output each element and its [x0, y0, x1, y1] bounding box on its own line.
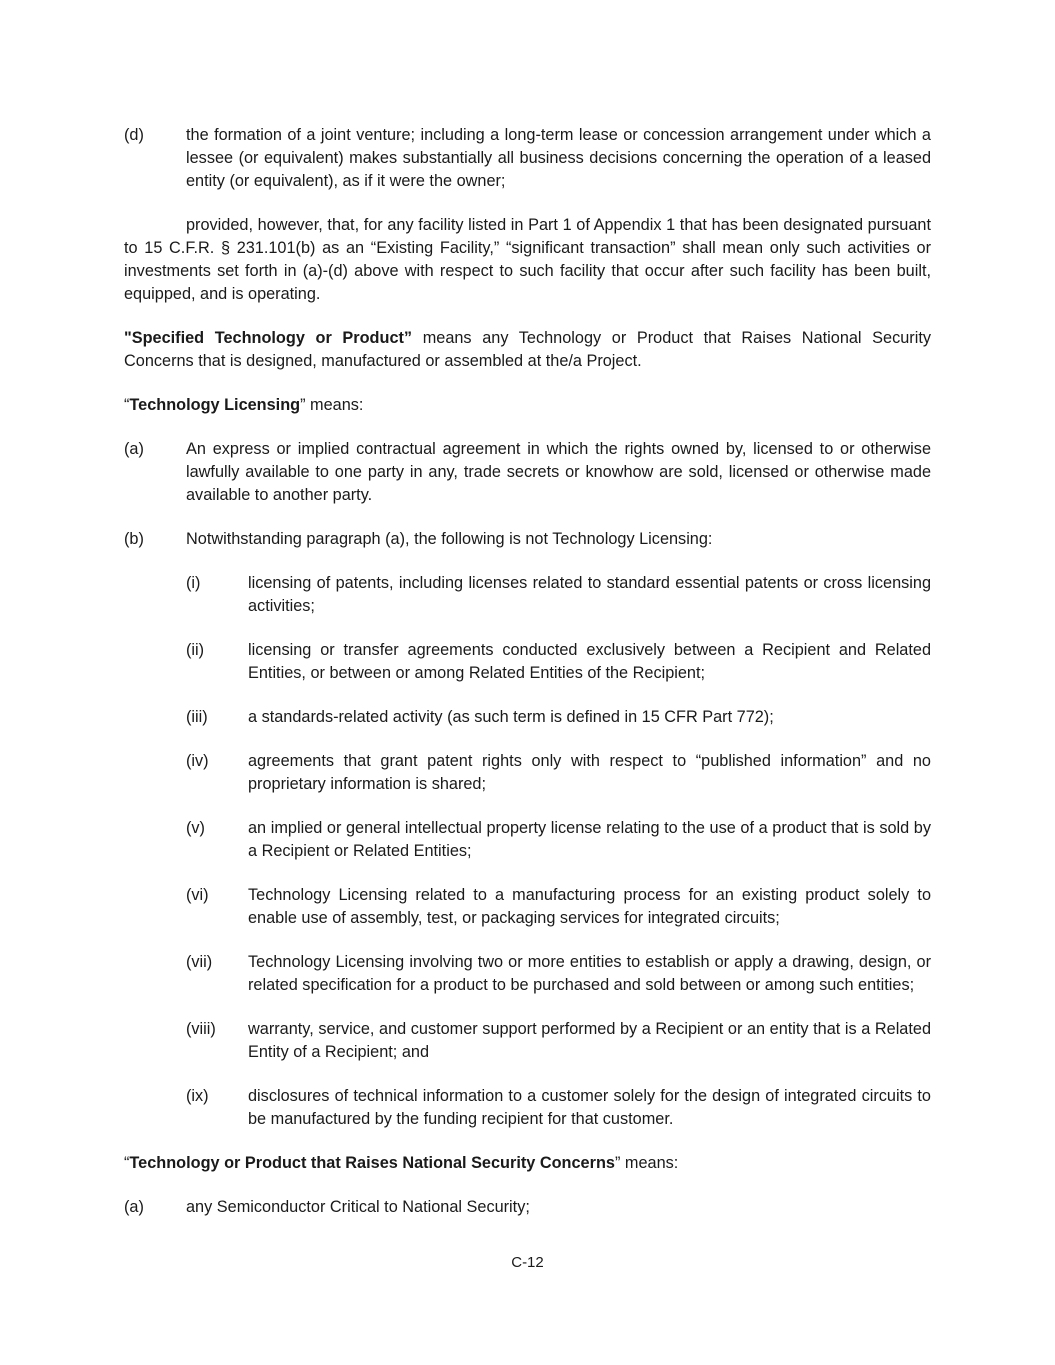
exclusion-item — [186, 1018, 931, 1064]
exclusion-item — [186, 951, 931, 997]
clause-d — [124, 124, 931, 193]
definition-technology-licensing — [124, 394, 931, 417]
exclusion-label: (ix) — [186, 1087, 209, 1105]
exclusion-text: a standards-related activity (as such term is defined in 15 CFR Part 772); — [248, 708, 774, 726]
clause-label: (b) — [124, 530, 144, 548]
proviso-paragraph: provided, however, that, for any facility listed in Part 1 of Appendix 1 that has been designated pursuant to 15 C.F.R. § 231.101(b) as an “Existing Facility,” “significant transaction” shall mean only such activities or investments set forth in (a)-(d) above with respect to such facility that occur after such facility has been built, equipped, and is operating. — [124, 216, 931, 303]
exclusion-text: warranty, service, and customer support performed by a Recipient or an entity that is a Related Entity of a Recipient; and — [248, 1020, 931, 1061]
clause-text: An express or implied contractual agreement in which the rights owned by, licensed to or otherwise lawfully available to one party in any, trade secrets or knowhow are sold, licensed or otherwise made available to another party. — [186, 440, 931, 504]
clause-label: (a) — [124, 440, 144, 458]
clause-text: any Semiconductor Critical to National Security; — [186, 1198, 530, 1216]
definition-national-security-technology — [124, 1152, 931, 1175]
exclusion-item — [186, 706, 931, 729]
clause-label: (a) — [124, 1198, 144, 1216]
clause-text: the formation of a joint venture; including a long-term lease or concession arrangement under which a lessee (or equivalent) makes substantially all business decisions concerning the operation of a leased entity (or equivalent), as if it were the owner; — [186, 126, 931, 190]
open-quote: “ — [124, 396, 130, 414]
clause-text: Notwithstanding paragraph (a), the following is not Technology Licensing: — [186, 530, 713, 548]
exclusion-label: (iii) — [186, 708, 208, 726]
defined-term: "Specified Technology or Product” — [124, 329, 413, 347]
definition-suffix: ” means: — [614, 1154, 679, 1172]
exclusion-text: licensing or transfer agreements conducted exclusively between a Recipient and Related Entities, or between or among Related Entities of the Recipient; — [248, 641, 931, 682]
definition-suffix: ” means: — [300, 396, 364, 414]
licensing-clause-b — [124, 528, 931, 551]
open-quote: “ — [124, 1154, 130, 1172]
defined-term: Technology or Product that Raises National Security Concerns — [129, 1154, 615, 1172]
definition-specified-technology — [124, 327, 931, 373]
exclusion-label: (vii) — [186, 953, 213, 971]
defined-term: Technology Licensing — [129, 396, 301, 414]
exclusion-text: Technology Licensing involving two or more entities to establish or apply a drawing, design, or related specification for a product to be purchased and sold between or among such entities; — [248, 953, 931, 994]
exclusion-label: (viii) — [186, 1020, 216, 1038]
exclusion-label: (ii) — [186, 641, 205, 659]
national-security-clause-a — [124, 1196, 931, 1219]
exclusion-text: disclosures of technical information to a customer solely for the design of integrated circuits to be manufactured by the funding recipient for that customer. — [248, 1087, 931, 1128]
exclusion-text: licensing of patents, including licenses related to standard essential patents or cross licensing activities; — [248, 574, 931, 615]
exclusion-item — [186, 750, 931, 796]
exclusion-item — [186, 639, 931, 685]
page-content — [124, 124, 931, 1240]
exclusion-label: (iv) — [186, 752, 209, 770]
definition-text: means any Technology or Product that Raises National Security Concerns that is designed, manufactured or assembled at the/a Project. — [124, 329, 931, 370]
exclusion-item — [186, 884, 931, 930]
clause-label: (d) — [124, 126, 144, 144]
licensing-clause-a — [124, 438, 931, 507]
exclusions-list — [186, 572, 931, 1131]
page-number: C-12 — [511, 1254, 544, 1271]
exclusion-item — [186, 1085, 931, 1131]
exclusion-item — [186, 817, 931, 863]
exclusion-item — [186, 572, 931, 618]
exclusion-text: an implied or general intellectual property license relating to the use of a product that is sold by a Recipient or Related Entities; — [248, 819, 931, 860]
exclusion-label: (i) — [186, 574, 201, 592]
exclusion-text: Technology Licensing related to a manufacturing process for an existing product solely to enable use of assembly, test, or packaging services for integrated circuits; — [248, 886, 931, 927]
exclusion-text: agreements that grant patent rights only with respect to “published information” and no proprietary information is shared; — [248, 752, 931, 793]
exclusion-label: (vi) — [186, 886, 209, 904]
exclusion-label: (v) — [186, 819, 205, 837]
